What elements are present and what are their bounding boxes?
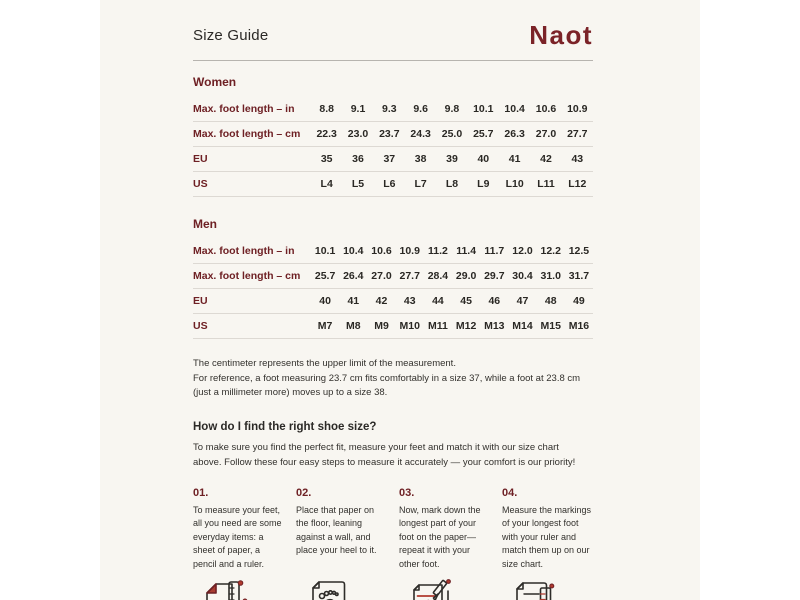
size-cell: 39	[446, 153, 458, 165]
header	[193, 18, 593, 52]
size-cell: L8	[445, 178, 459, 190]
step-3	[399, 487, 490, 572]
size-cell: 40	[319, 295, 331, 307]
size-cell: 25.7	[473, 128, 494, 140]
size-cell: 10.1	[314, 245, 336, 257]
size-cell: M16	[568, 320, 590, 332]
size-cell: 11.2	[427, 245, 448, 257]
size-cell: M7	[317, 320, 333, 332]
size-cell: 42	[540, 153, 552, 165]
size-cell: L6	[383, 178, 396, 190]
women-section	[193, 75, 593, 197]
size-cell: 27.7	[567, 128, 588, 140]
table-row	[193, 264, 593, 289]
measurement-notes	[193, 357, 593, 401]
row-label: EU	[193, 153, 208, 165]
note-line: (just a millimeter more) moves up to a size 38.	[193, 387, 388, 399]
size-cell: 43	[571, 153, 584, 165]
table-row	[193, 314, 593, 339]
size-cell: L12	[568, 178, 587, 190]
note-line: For reference, a foot measuring 23.7 cm fits comfortably in a size 37, while a foot at 23.8 cm	[193, 372, 581, 384]
size-cell: 10.4	[504, 103, 525, 115]
steps-row	[193, 487, 593, 572]
step-2	[296, 487, 387, 572]
row-label: US	[193, 320, 208, 332]
size-cell: 23.7	[379, 128, 400, 140]
size-cell: 12.5	[568, 245, 590, 257]
size-cell: 38	[414, 153, 427, 165]
size-cell: 30.4	[512, 270, 533, 282]
step-number: 04.	[502, 486, 518, 499]
size-cell: 10.1	[473, 103, 494, 115]
size-cell: L9	[477, 178, 490, 190]
size-cell: M9	[374, 320, 389, 332]
size-cell: 10.9	[567, 103, 588, 115]
size-cell: 10.6	[371, 245, 392, 257]
how-to-heading: How do I find the right shoe size?	[193, 421, 377, 434]
step-number: 01.	[193, 486, 209, 499]
size-cell: 27.0	[535, 128, 557, 140]
size-cell: M12	[455, 320, 477, 332]
size-cell: 9.3	[382, 103, 397, 115]
women-size-table	[193, 97, 593, 197]
size-cell: 8.8	[319, 103, 334, 115]
size-cell: 42	[375, 295, 388, 307]
size-cell: 26.3	[504, 128, 525, 140]
size-cell: 49	[573, 295, 585, 307]
paper-ruler-pencil-icon	[193, 577, 284, 600]
size-cell: 10.9	[399, 245, 420, 257]
size-cell: 43	[403, 295, 416, 307]
size-cell: 44	[432, 295, 444, 307]
size-cell: 36	[352, 153, 364, 165]
how-to-intro: To make sure you find the perfect fit, measure your feet and match it with our size chart above. Follow these four easy steps to measure it accurately — your comfort is our priority!	[193, 442, 576, 469]
size-cell: 11.4	[456, 245, 477, 257]
size-cell: 48	[544, 295, 557, 307]
size-cell: L10	[505, 178, 524, 190]
table-row	[193, 239, 593, 264]
size-cell: 29.7	[484, 270, 505, 282]
size-cell: 45	[460, 295, 472, 307]
size-cell: M13	[484, 320, 505, 332]
header-divider	[193, 60, 593, 61]
size-cell: M14	[512, 320, 533, 332]
row-label: Max. foot length – in	[193, 245, 295, 257]
size-cell: 12.0	[512, 245, 533, 257]
size-cell: 25.0	[441, 128, 463, 140]
row-label: Max. foot length – in	[193, 103, 295, 115]
size-cell: 37	[383, 153, 396, 165]
row-label: Max. foot length – cm	[193, 270, 301, 282]
paper-ruler-measure-icon	[502, 577, 593, 600]
size-cell: 47	[516, 295, 529, 307]
men-size-table	[193, 239, 593, 339]
size-cell: 31.0	[540, 270, 561, 282]
size-cell: 27.7	[399, 270, 420, 282]
step-text: Measure the markings of your longest foot with your ruler and match them up on our size chart.	[502, 504, 592, 569]
size-cell: 9.8	[444, 103, 460, 115]
paper-footprint-wall-icon	[296, 577, 387, 600]
table-row	[193, 122, 593, 147]
step-text: Place that paper on the floor, leaning against a wall, and place your heel to it.	[296, 504, 377, 556]
note-line: The centimeter represents the upper limit of the measurement.	[193, 358, 456, 369]
table-row	[193, 289, 593, 314]
step-4	[502, 487, 593, 572]
size-cell: L7	[414, 178, 427, 190]
size-cell: M8	[346, 320, 361, 332]
size-cell: 40	[477, 153, 490, 165]
size-cell: M11	[427, 320, 448, 332]
size-cell: L11	[537, 178, 555, 190]
size-cell: 25.7	[314, 270, 336, 282]
size-cell: 26.4	[343, 270, 364, 282]
size-cell: 9.1	[350, 103, 366, 115]
size-cell: 22.3	[316, 128, 337, 140]
table-row	[193, 147, 593, 172]
step-text: To measure your feet, all you need are some everyday items: a sheet of paper, a pencil and a ruler.	[193, 504, 282, 569]
row-label: Max. foot length – cm	[193, 128, 301, 140]
men-heading: Men	[193, 217, 217, 231]
row-label: US	[193, 178, 208, 190]
size-cell: 12.2	[540, 245, 561, 257]
size-cell: L5	[351, 178, 365, 190]
size-cell: 41	[508, 153, 521, 165]
size-cell: 11.7	[484, 245, 505, 257]
men-section	[193, 217, 593, 339]
size-cell: 28.4	[427, 270, 449, 282]
size-cell: M10	[399, 320, 420, 332]
size-cell: 31.7	[568, 270, 590, 282]
step-number: 02.	[296, 486, 312, 499]
step-icons-row	[193, 577, 593, 600]
size-cell: 46	[488, 295, 501, 307]
naot-logo: Naot	[529, 20, 593, 50]
step-1	[193, 487, 284, 572]
size-cell: 27.0	[371, 270, 392, 282]
size-cell: 10.6	[535, 103, 557, 115]
size-cell: 29.0	[455, 270, 477, 282]
size-cell: 23.0	[347, 128, 369, 140]
content-area	[193, 0, 593, 600]
size-cell: 41	[347, 295, 360, 307]
size-cell: M15	[540, 320, 561, 332]
size-guide-panel	[100, 0, 700, 600]
size-cell: 10.4	[343, 245, 364, 257]
row-label: EU	[193, 295, 208, 307]
step-number: 03.	[399, 486, 415, 499]
step-text: Now, mark down the longest part of your foot on the paper—repeat it with your other foot.	[399, 504, 481, 569]
paper-footprint-pencil-icon	[399, 577, 490, 600]
women-heading: Women	[193, 75, 237, 89]
size-cell: 35	[320, 153, 333, 165]
size-cell: L4	[320, 178, 333, 190]
table-row	[193, 172, 593, 197]
page-title: Size Guide	[193, 26, 269, 44]
table-row	[193, 97, 593, 122]
size-cell: 9.6	[413, 103, 428, 115]
size-cell: 24.3	[410, 128, 431, 140]
